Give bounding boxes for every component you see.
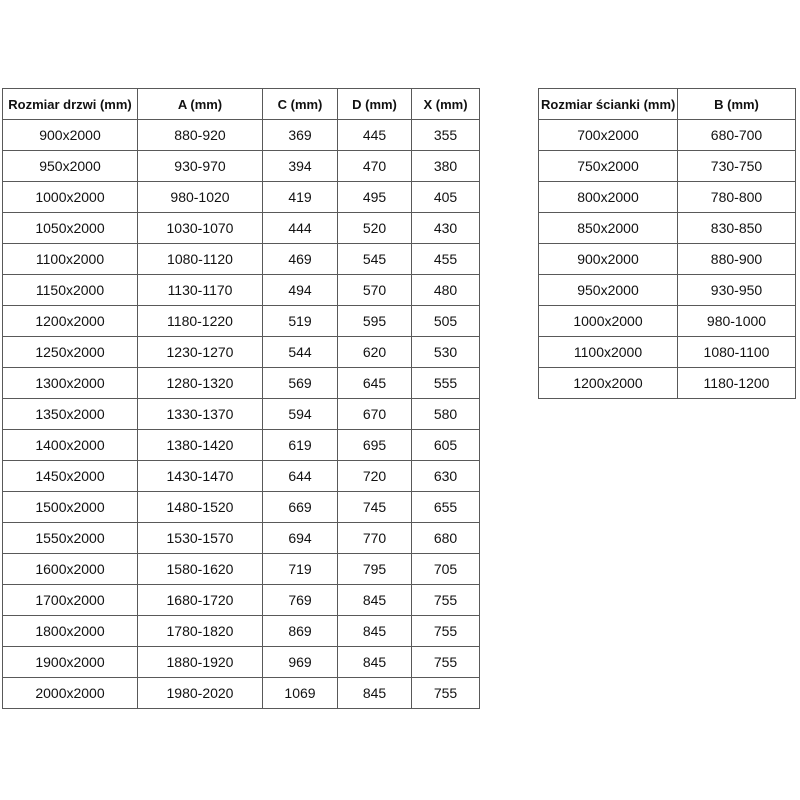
table-cell: 519 <box>263 306 338 337</box>
table-cell: 770 <box>338 523 412 554</box>
table-cell: 1450x2000 <box>3 461 138 492</box>
table-cell: 1180-1220 <box>138 306 263 337</box>
table-cell: 700x2000 <box>539 120 678 151</box>
table-cell: 445 <box>338 120 412 151</box>
table-cell: 1200x2000 <box>539 368 678 399</box>
table-cell: 630 <box>412 461 480 492</box>
door-size-table <box>2 88 480 709</box>
table-cell: 1100x2000 <box>539 337 678 368</box>
table-row <box>3 461 480 492</box>
column-header: B (mm) <box>678 89 796 120</box>
table-cell: 580 <box>412 399 480 430</box>
table-cell: 845 <box>338 678 412 709</box>
table-cell: 950x2000 <box>3 151 138 182</box>
table-row <box>539 368 796 399</box>
table-row <box>539 275 796 306</box>
table-cell: 605 <box>412 430 480 461</box>
table-cell: 495 <box>338 182 412 213</box>
table-row <box>3 430 480 461</box>
table-cell: 619 <box>263 430 338 461</box>
table-cell: 750x2000 <box>539 151 678 182</box>
table-cell: 394 <box>263 151 338 182</box>
table-cell: 1080-1100 <box>678 337 796 368</box>
table-cell: 1230-1270 <box>138 337 263 368</box>
table-row <box>3 244 480 275</box>
table-cell: 730-750 <box>678 151 796 182</box>
table-cell: 530 <box>412 337 480 368</box>
table-cell: 1780-1820 <box>138 616 263 647</box>
table-cell: 850x2000 <box>539 213 678 244</box>
table-cell: 1250x2000 <box>3 337 138 368</box>
table-row <box>539 306 796 337</box>
table-row <box>3 647 480 678</box>
table-cell: 494 <box>263 275 338 306</box>
table-cell: 1030-1070 <box>138 213 263 244</box>
table-cell: 430 <box>412 213 480 244</box>
table-row <box>3 275 480 306</box>
column-header: C (mm) <box>263 89 338 120</box>
table-cell: 1380-1420 <box>138 430 263 461</box>
table-cell: 670 <box>338 399 412 430</box>
table-cell: 780-800 <box>678 182 796 213</box>
table-row <box>3 554 480 585</box>
table-cell: 669 <box>263 492 338 523</box>
table-cell: 720 <box>338 461 412 492</box>
table-row <box>3 120 480 151</box>
table-row <box>539 120 796 151</box>
table-cell: 1530-1570 <box>138 523 263 554</box>
table-cell: 755 <box>412 616 480 647</box>
table-cell: 469 <box>263 244 338 275</box>
table-cell: 455 <box>412 244 480 275</box>
table-cell: 369 <box>263 120 338 151</box>
table-cell: 845 <box>338 647 412 678</box>
table-cell: 900x2000 <box>539 244 678 275</box>
table-row <box>3 585 480 616</box>
table-cell: 1000x2000 <box>3 182 138 213</box>
table-cell: 755 <box>412 585 480 616</box>
table-cell: 655 <box>412 492 480 523</box>
table-cell: 969 <box>263 647 338 678</box>
table-cell: 620 <box>338 337 412 368</box>
wall-table-body <box>539 120 796 399</box>
table-row <box>539 337 796 368</box>
table-row <box>539 213 796 244</box>
table-row <box>3 306 480 337</box>
table-cell: 1350x2000 <box>3 399 138 430</box>
table-row <box>3 678 480 709</box>
table-cell: 594 <box>263 399 338 430</box>
table-row <box>539 151 796 182</box>
table-cell: 800x2000 <box>539 182 678 213</box>
table-cell: 1280-1320 <box>138 368 263 399</box>
table-cell: 1050x2000 <box>3 213 138 244</box>
table-cell: 1150x2000 <box>3 275 138 306</box>
table-row <box>3 151 480 182</box>
table-cell: 845 <box>338 616 412 647</box>
table-cell: 480 <box>412 275 480 306</box>
table-cell: 845 <box>338 585 412 616</box>
door-table-body <box>3 120 480 709</box>
table-cell: 769 <box>263 585 338 616</box>
column-header: A (mm) <box>138 89 263 120</box>
column-header: D (mm) <box>338 89 412 120</box>
table-cell: 1180-1200 <box>678 368 796 399</box>
table-cell: 1680-1720 <box>138 585 263 616</box>
table-cell: 950x2000 <box>539 275 678 306</box>
column-header: Rozmiar ścianki (mm) <box>539 89 678 120</box>
table-cell: 755 <box>412 678 480 709</box>
column-header: Rozmiar drzwi (mm) <box>3 89 138 120</box>
table-row <box>3 182 480 213</box>
table-cell: 880-900 <box>678 244 796 275</box>
table-cell: 1580-1620 <box>138 554 263 585</box>
table-cell: 830-850 <box>678 213 796 244</box>
wall-size-table <box>538 88 796 399</box>
table-cell: 1080-1120 <box>138 244 263 275</box>
table-cell: 1430-1470 <box>138 461 263 492</box>
table-cell: 795 <box>338 554 412 585</box>
table-cell: 545 <box>338 244 412 275</box>
table-cell: 555 <box>412 368 480 399</box>
table-cell: 1900x2000 <box>3 647 138 678</box>
table-cell: 680-700 <box>678 120 796 151</box>
table-cell: 2000x2000 <box>3 678 138 709</box>
table-cell: 930-970 <box>138 151 263 182</box>
table-cell: 569 <box>263 368 338 399</box>
table-cell: 544 <box>263 337 338 368</box>
table-row <box>3 492 480 523</box>
table-cell: 869 <box>263 616 338 647</box>
table-cell: 695 <box>338 430 412 461</box>
table-cell: 1550x2000 <box>3 523 138 554</box>
table-cell: 1100x2000 <box>3 244 138 275</box>
table-cell: 745 <box>338 492 412 523</box>
table-cell: 1300x2000 <box>3 368 138 399</box>
table-row <box>539 244 796 275</box>
table-cell: 505 <box>412 306 480 337</box>
table-cell: 470 <box>338 151 412 182</box>
table-cell: 520 <box>338 213 412 244</box>
table-cell: 900x2000 <box>3 120 138 151</box>
table-cell: 1000x2000 <box>539 306 678 337</box>
table-cell: 644 <box>263 461 338 492</box>
table-cell: 980-1020 <box>138 182 263 213</box>
table-cell: 570 <box>338 275 412 306</box>
table-cell: 880-920 <box>138 120 263 151</box>
table-cell: 595 <box>338 306 412 337</box>
table-cell: 1400x2000 <box>3 430 138 461</box>
table-cell: 1200x2000 <box>3 306 138 337</box>
table-cell: 1600x2000 <box>3 554 138 585</box>
table-cell: 1880-1920 <box>138 647 263 678</box>
table-row <box>3 337 480 368</box>
table-row <box>3 368 480 399</box>
table-cell: 1330-1370 <box>138 399 263 430</box>
wall-table-header <box>539 89 796 120</box>
table-cell: 705 <box>412 554 480 585</box>
table-cell: 1980-2020 <box>138 678 263 709</box>
table-row <box>3 616 480 647</box>
table-cell: 380 <box>412 151 480 182</box>
table-cell: 1130-1170 <box>138 275 263 306</box>
table-cell: 444 <box>263 213 338 244</box>
table-cell: 1069 <box>263 678 338 709</box>
table-cell: 719 <box>263 554 338 585</box>
table-row <box>3 523 480 554</box>
header-row <box>539 89 796 120</box>
table-cell: 419 <box>263 182 338 213</box>
table-row <box>3 213 480 244</box>
table-cell: 694 <box>263 523 338 554</box>
header-row <box>3 89 480 120</box>
table-cell: 355 <box>412 120 480 151</box>
table-row <box>539 182 796 213</box>
table-row <box>3 399 480 430</box>
column-header: X (mm) <box>412 89 480 120</box>
door-table-header <box>3 89 480 120</box>
table-cell: 645 <box>338 368 412 399</box>
table-cell: 680 <box>412 523 480 554</box>
table-cell: 980-1000 <box>678 306 796 337</box>
table-cell: 1500x2000 <box>3 492 138 523</box>
table-cell: 1800x2000 <box>3 616 138 647</box>
table-cell: 1700x2000 <box>3 585 138 616</box>
table-cell: 405 <box>412 182 480 213</box>
table-cell: 930-950 <box>678 275 796 306</box>
table-cell: 1480-1520 <box>138 492 263 523</box>
table-cell: 755 <box>412 647 480 678</box>
